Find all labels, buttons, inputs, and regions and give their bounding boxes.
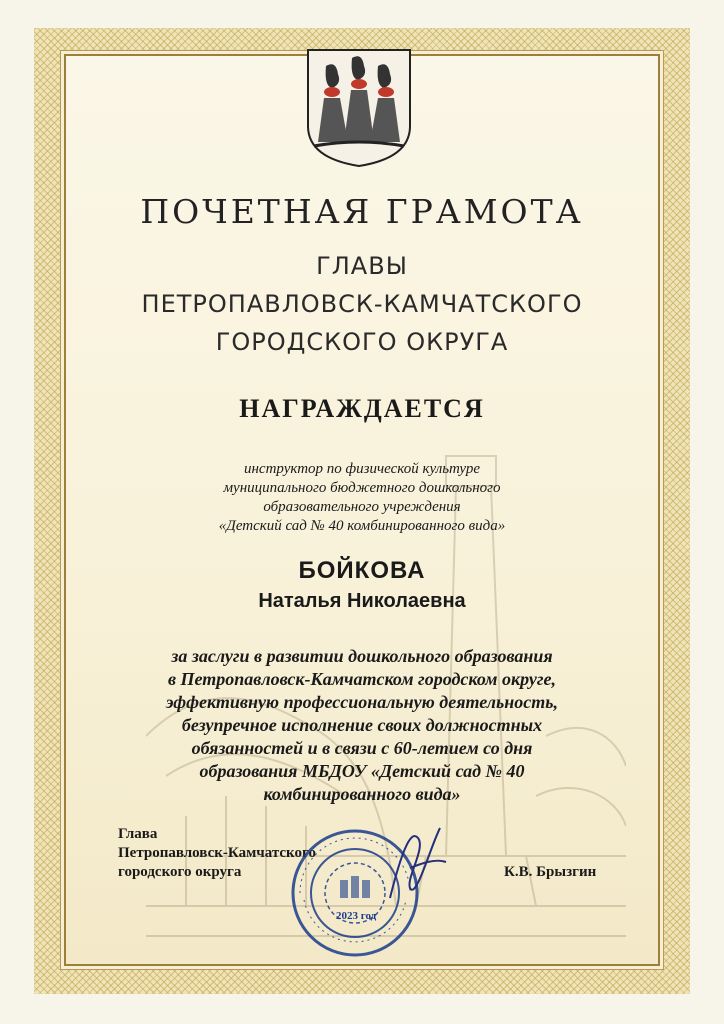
position-line-3: образовательного учреждения <box>263 499 461 515</box>
recipient-given-names: Наталья Николаевна <box>258 590 466 612</box>
issuer-line-2: ПЕТРОПАВЛОВСК-КАМЧАТСКОГО <box>141 290 583 318</box>
award-heading: НАГРАЖДАЕТСЯ <box>239 394 485 423</box>
signatory-title-line-1: Глава <box>118 826 158 842</box>
signatory-title-line-3: городского округа <box>118 864 242 880</box>
city-coat-of-arms-icon <box>304 46 414 168</box>
merit-line-2: в Петропавловск-Камчатском городском округе, <box>168 669 556 689</box>
merit-line-5: обязанностей и в связи с 60-летием со дня <box>191 738 533 758</box>
merit-line-7: комбинированного вида» <box>263 784 461 804</box>
handwritten-signature-icon <box>380 818 450 908</box>
merit-line-4: безупречное исполнение своих должностных <box>181 715 543 735</box>
certificate-title: ПОЧЕТНАЯ ГРАМОТА <box>140 192 584 231</box>
merit-line-6: образования МБДОУ «Детский сад № 40 <box>199 761 525 781</box>
recipient-surname: БОЙКОВА <box>298 557 426 584</box>
issuer-line-3: ГОРОДСКОГО ОКРУГА <box>215 328 509 356</box>
stamp-year: 2023 год <box>336 910 377 922</box>
signatory-name: К.В. Брызгин <box>504 864 597 880</box>
position-line-2: муниципального бюджетного дошкольного <box>223 480 501 496</box>
issuer-line-1: ГЛАВЫ <box>316 252 408 280</box>
signatory-title-line-2: Петропавловск-Камчатского <box>118 845 316 861</box>
position-line-1: инструктор по физической культуре <box>243 461 481 477</box>
position-line-4: «Детский сад № 40 комбинированного вида» <box>218 518 506 534</box>
merit-line-1: за заслуги в развитии дошкольного образования <box>171 646 553 666</box>
merit-line-3: эффективную профессиональную деятельность, <box>166 692 558 712</box>
